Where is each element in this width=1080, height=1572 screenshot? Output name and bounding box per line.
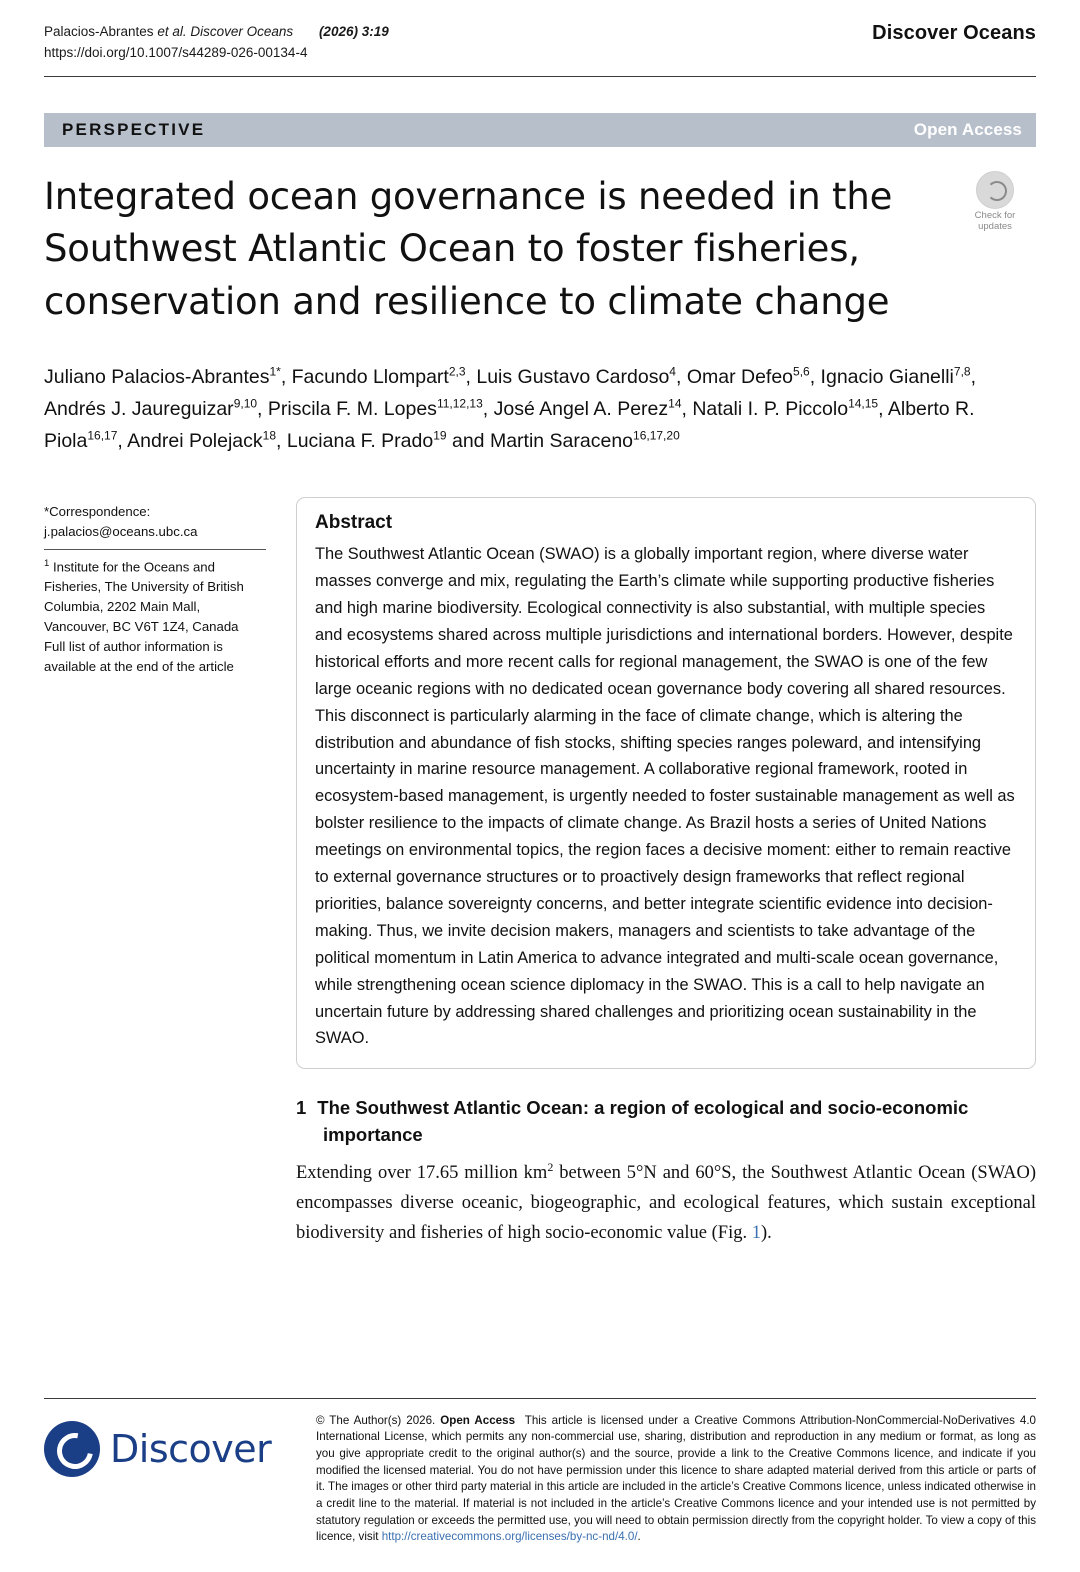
journal-name: Discover Oceans xyxy=(872,22,1036,44)
main-column xyxy=(296,497,1036,1249)
author-list: Juliano Palacios-Abrantes$^{1*}$, Facundo Llompart$^{2,3}$, Luis Gustavo Cardoso$^4$, Omar Defeo$^{5,6}$, Ignacio Gianelli$^{7,8}$, Andrés J. Jaureguizar$^{9,10}$, Priscila F. M. Lopes$^{11,12,13}$, José Angel A. Perez$^{14}$, Natali I. P. Piccolo$^{14,15}$, Alberto R. Piola$^{16,17}$, Andrei Polejack$^{18}$, Luciana F. Prado$^{19}$ and Martin Saraceno$^{16,17,20}$ xyxy=(44,364,976,452)
body-paragraph: Extending over 17.65 million $km^2$ between 5°N and 60°S, the Southwest Atlantic Ocean (SWAO) encompasses diverse oceanic, biogeographic, and ecological features, which sustain exceptional biodiversity and fisheries of high socio-economic value (Fig. 1). xyxy=(296,1159,1036,1244)
correspondence-block xyxy=(44,502,266,550)
affiliation-note: $^1$ Institute for the Oceans and Fisheries, The University of British Columbia, 2202 Main Mall, Vancouver, BC V6T 1Z4, Canada Full list of author information is available at the end of the article xyxy=(44,558,244,674)
abstract-box xyxy=(296,497,1036,1069)
section-heading xyxy=(296,1095,1036,1148)
page-title: Integrated ocean governance is needed in the Southwest Atlantic Ocean to foster fisheries, conservation and resilience to climate change xyxy=(44,174,893,323)
sidebar-column xyxy=(44,497,266,1249)
citation-volume: (2026) 3:19 xyxy=(318,24,389,39)
section-title-line2: importance xyxy=(323,1123,423,1145)
running-head xyxy=(44,0,1036,64)
footer-divider xyxy=(44,1398,1036,1399)
section-title-line1: The Southwest Atlantic Ocean: a region of ecological and socio-economic xyxy=(317,1097,969,1119)
title-block xyxy=(44,171,1036,329)
citation-authors: Palacios-Abrantes xyxy=(44,24,154,39)
crossmark-line2: updates xyxy=(978,220,1012,232)
correspondence-label: *Correspondence: xyxy=(44,504,151,520)
refresh-icon xyxy=(976,171,1014,209)
page-footer xyxy=(44,1398,1036,1547)
citation-etal: et al. xyxy=(157,24,187,39)
discover-mark-icon xyxy=(44,1421,100,1477)
abstract-heading: Abstract xyxy=(315,512,393,534)
license-text: © The Author(s) 2026. Open Access This article is licensed under a Creative Commons Attribution-NonCommercial-NoDerivatives 4.0 International License, which permits any non-commercial use, sharing, distribution and reproduction in any medium or format, as long as you give appropriate credit to the original author(s) and the source, provide a link to the Creative Commons licence, and indicate if you modified the licensed material. You do not have permission under this licence to share adapted material derived from this article or parts of it. The images or other third party material in this article are included in the article’s Creative Commons licence, unless indicated otherwise in a credit line to the material. If material is not included in the article’s Creative Commons licence and your intended use is not permitted by statutory regulation or exceeds the permitted use, you will need to obtain permission directly from the copyright holder. To view a copy of this licence, visit http://creativecommons.org/licenses/by-nc-nd/4.0/. xyxy=(316,1413,1036,1544)
content-columns xyxy=(44,497,1036,1249)
citation-journal: Discover Oceans xyxy=(190,24,294,39)
citation-line xyxy=(44,22,389,43)
open-access-badge: Open Access xyxy=(913,119,1022,139)
abstract-text: The Southwest Atlantic Ocean (SWAO) is a globally important region, where diverse water masses converge and mix, regulating the Earth’s climate while supporting productive fisheries and high marine biodiversity. Ecological connectivity is also substantial, with multiple species and ecosystems shared across multiple jurisdictions and international borders. However, despite historical efforts and more recent calls for regional management, the SWAO is one of the few large oceanic regions with no dedicated ocean governance body covering all shared resources. This disconnect is particularly alarming in the face of climate change, which is altering the distribution and abundance of fish stocks, shifting species ranges poleward, and intensifying uncertainty in marine resource management. A collaborative regional framework, rooted in ecosystem-based management, is urgently needed to foster sustainable management as well as bolster resilience to the impacts of climate change. As Brazil hosts a series of United Nations meetings on environmental topics, the region faces a decisive moment: either to remain reactive to external governance structures or to proactively design frameworks that reflect regional priorities, balance sovereignty concerns, and better integrate scientific evidence into decision-making. Thus, we invite decision makers, managers and scientists to take advantage of the political momentum in Latin America to advance integrated and multi-scale ocean governance, while strengthening ocean science diplomacy in the SWAO. This is a call to help navigate an uncertain future by addressing shared challenges and prioritizing ocean sustainability in the SWAO. xyxy=(315,545,1015,1048)
section-number: 1 xyxy=(296,1097,307,1119)
crossmark-badge[interactable] xyxy=(958,171,1032,233)
discover-wordmark: Discover xyxy=(110,1426,272,1471)
running-head-left xyxy=(44,22,389,64)
crossmark-line1: Check for xyxy=(974,209,1016,221)
discover-logo xyxy=(44,1411,296,1477)
correspondence-email[interactable]: j.palacios@oceans.ubc.ca xyxy=(44,523,198,539)
header-divider xyxy=(44,76,1036,77)
article-type-bar xyxy=(44,113,1036,147)
article-type-label: PERSPECTIVE xyxy=(62,119,206,139)
doi-link[interactable]: https://doi.org/10.1007/s44289-026-00134-4 xyxy=(44,44,308,60)
footer-content xyxy=(44,1411,1036,1547)
